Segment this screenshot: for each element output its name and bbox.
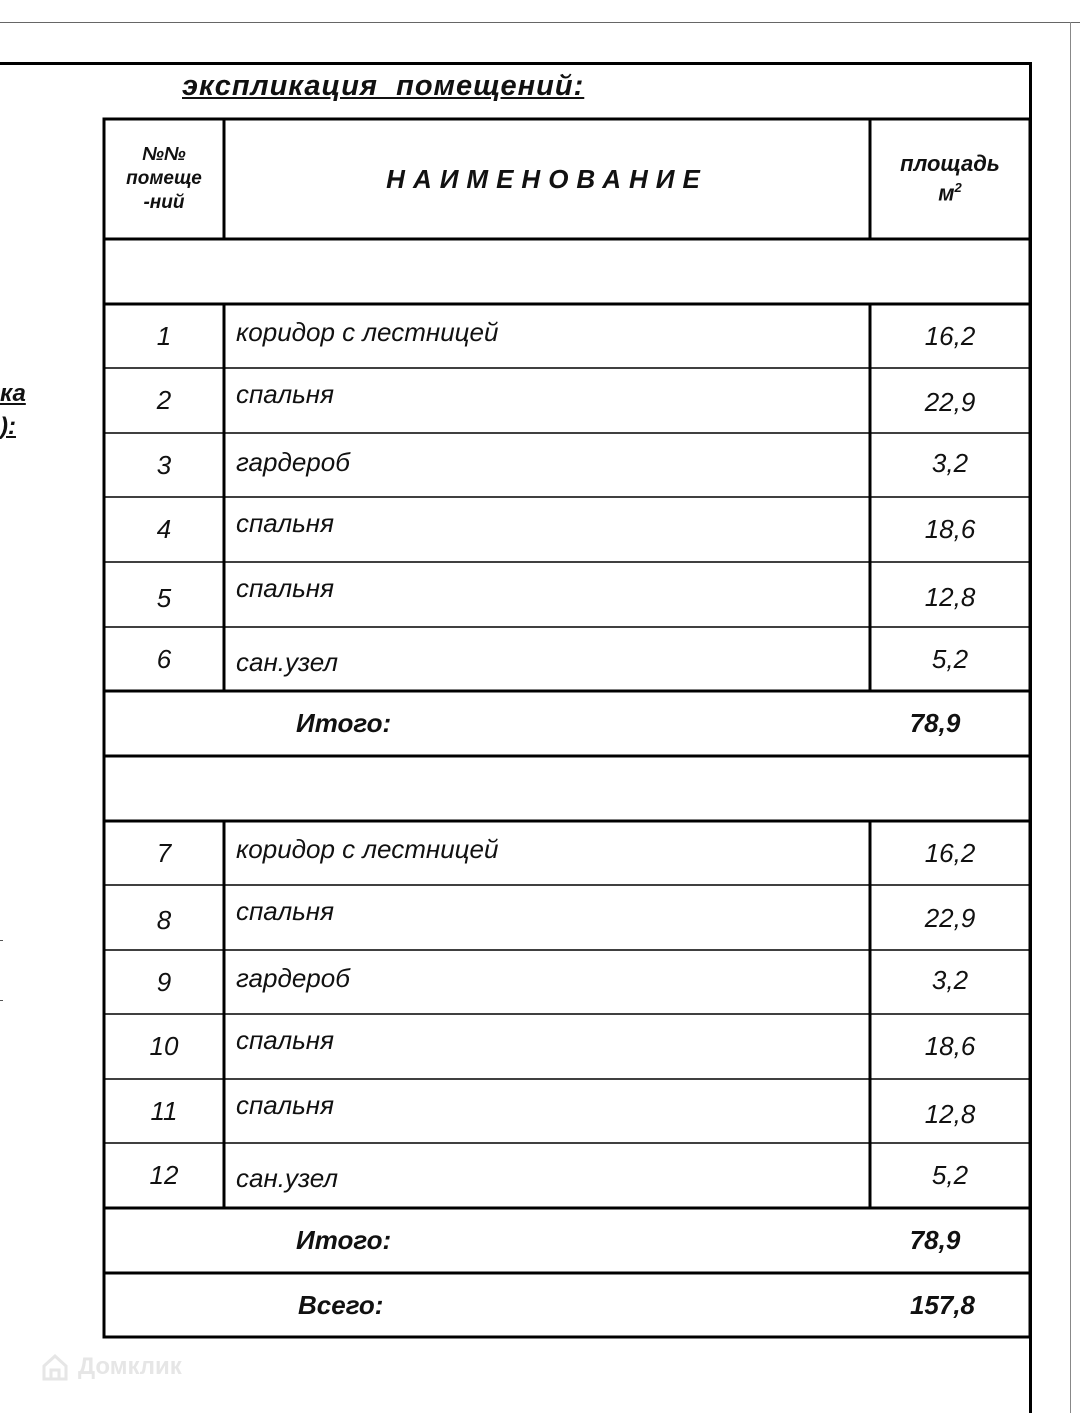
header-number-line-2: помеще (126, 168, 202, 189)
header-number-line-1: №№ (142, 144, 186, 165)
room-area: 3,2 (931, 447, 969, 478)
subtotal-label: Итого: (296, 708, 392, 738)
subtotal-value: 78,9 (909, 708, 961, 738)
total-label: Всего: (298, 1289, 384, 1320)
subtotal-value: 78,9 (909, 1225, 961, 1255)
room-area: 5,2 (931, 643, 969, 674)
room-number: 4 (156, 514, 172, 544)
cropped-text-fragment-2: ): (0, 413, 16, 440)
header-number-line-3: -ний (143, 192, 185, 213)
room-name: коридор с лестницей (236, 833, 499, 864)
room-number: 1 (156, 320, 172, 351)
header-area-unit: $м^2$ (938, 180, 962, 206)
room-name: гардероб (236, 962, 350, 993)
room-number: 10 (149, 1031, 179, 1061)
room-number: 5 (156, 583, 172, 613)
room-area: 3,2 (931, 964, 969, 995)
room-name: спальня (236, 896, 335, 926)
room-name: спальня (236, 1025, 335, 1055)
frame-right-border (1029, 62, 1032, 1413)
room-number: 3 (156, 449, 172, 480)
room-number: 7 (156, 837, 172, 868)
room-area: 16,2 (924, 320, 976, 351)
room-area: 12,8 (924, 582, 976, 612)
cropped-mark (0, 940, 3, 941)
page-top-rule (0, 22, 1080, 23)
room-number: 2 (156, 385, 172, 415)
room-number: 8 (156, 905, 172, 935)
room-area: 5,2 (931, 1160, 969, 1190)
room-area: 12,8 (924, 1098, 976, 1129)
room-name: спальня (236, 379, 335, 409)
header-area-label: площадь (900, 151, 1000, 177)
room-number: 9 (156, 966, 172, 997)
room-area: 16,2 (924, 837, 976, 868)
watermark-text: Домклик (78, 1353, 182, 1380)
room-number: 11 (150, 1095, 178, 1126)
header-number-cell (104, 119, 224, 239)
room-name: спальня (236, 508, 335, 538)
room-name: сан.узел (236, 646, 339, 677)
room-area: 22,9 (924, 387, 976, 417)
subtotal-label: Итого: (296, 1225, 392, 1255)
room-number: 12 (149, 1160, 179, 1190)
room-area: 22,9 (924, 903, 976, 933)
page-right-edge (1070, 22, 1071, 1413)
header-area-cell (870, 119, 1030, 239)
room-name: спальня (236, 573, 335, 603)
room-name: спальня (236, 1089, 335, 1120)
document-title: экспликация помещений: (182, 70, 585, 102)
header-name-cell: НАИМЕНОВАНИЕ (386, 163, 708, 194)
room-name: сан.узел (236, 1163, 339, 1193)
house-logo-icon (40, 1352, 70, 1382)
room-name: коридор с лестницей (236, 316, 499, 347)
room-number: 6 (156, 643, 172, 674)
room-name: гардероб (236, 446, 350, 477)
cropped-text-fragment-1: ка (0, 380, 26, 407)
total-value: 157,8 (909, 1289, 976, 1320)
room-area: 18,6 (924, 1031, 976, 1061)
frame-top-border (0, 62, 1032, 65)
watermark (40, 1352, 182, 1382)
cropped-mark (0, 1000, 3, 1001)
room-area: 18,6 (924, 514, 976, 544)
